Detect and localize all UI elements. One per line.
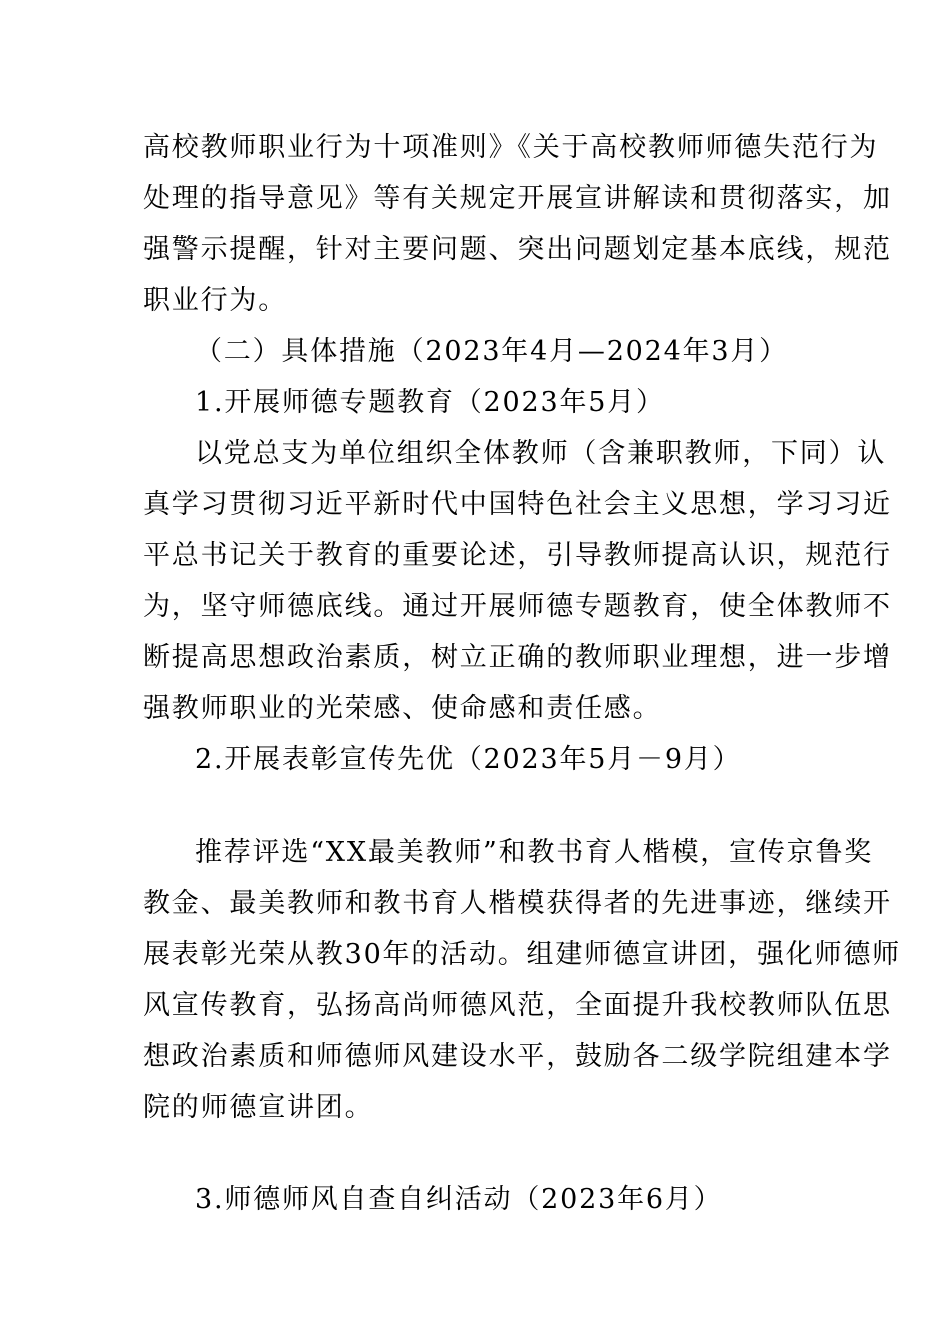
body-text-line: 推荐评选“XX最美教师”和教书育人楷模，宣传京鲁奖	[195, 837, 874, 868]
subsection-heading: 3.师德师风自查自纠活动（2023年6月）	[195, 1184, 723, 1215]
body-text-line: 为，坚守师德底线。通过开展师德专题教育，使全体教师不	[143, 591, 892, 622]
body-text-line: 以党总支为单位组织全体教师（含兼职教师，下同）认	[195, 438, 887, 469]
body-text-line: 高校教师职业行为十项准则》《关于高校教师师德失范行为	[143, 132, 879, 163]
body-text-line: 教金、最美教师和教书育人楷模获得者的先进事迹，继续开	[143, 888, 892, 919]
body-text-line: 处理的指导意见》等有关规定开展宣讲解读和贯彻落实，加	[143, 183, 892, 214]
body-text-line: 想政治素质和师德师风建设水平，鼓励各二级学院组建本学	[143, 1041, 892, 1072]
subsection-heading: 1.开展师德专题教育（2023年5月）	[195, 387, 665, 418]
body-text-line: 职业行为。	[143, 285, 287, 316]
section-heading: （二）具体措施（2023年4月—2024年3月）	[195, 336, 788, 367]
body-text-line: 真学习贯彻习近平新时代中国特色社会主义思想，学习习近	[143, 489, 892, 520]
body-text-line: 强警示提醒，针对主要问题、突出问题划定基本底线，规范	[143, 234, 892, 265]
body-text-line: 强教师职业的光荣感、使命感和责任感。	[143, 693, 662, 724]
body-text-line: 平总书记关于教育的重要论述，引导教师提高认识，规范行	[143, 540, 892, 571]
body-text-line: 院的师德宣讲团。	[143, 1092, 374, 1123]
subsection-heading: 2.开展表彰宣传先优（2023年5月－9月）	[195, 744, 742, 775]
body-text-line: 展表彰光荣从教30年的活动。组建师德宣讲团，强化师德师	[143, 939, 901, 970]
body-text-line: 风宣传教育，弘扬高尚师德风范，全面提升我校教师队伍思	[143, 990, 892, 1021]
body-text-line: 断提高思想政治素质，树立正确的教师职业理想，进一步增	[143, 642, 892, 673]
